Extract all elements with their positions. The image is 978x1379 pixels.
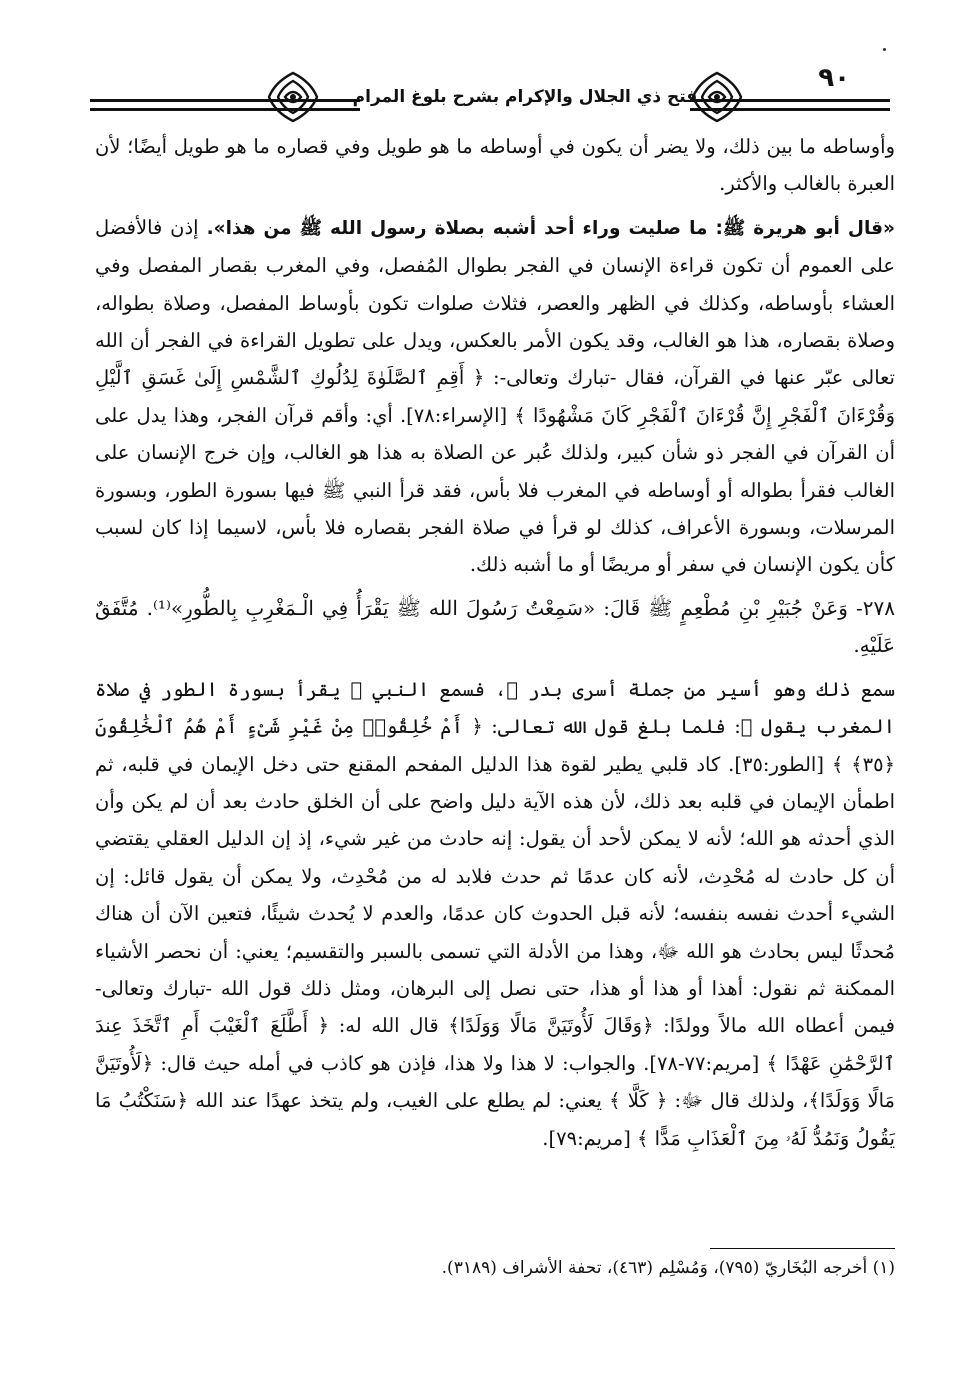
page-number: ٩٠ bbox=[818, 63, 850, 93]
floral-ornament-icon bbox=[265, 69, 321, 125]
hadith-text: ٢٧٨- وَعَنْ جُبَيْرِ بْنِ مُطْعِمٍ ﷺ قَالَ: «سَمِعْتُ رَسُولَ الله ﷺ يَقْرَأُ فِي الْـمَغْرِبِ بِالطُّورِ»⁽¹⁾. مُتَّفَقٌ عَلَيْهِ. bbox=[95, 595, 896, 658]
paragraph-2-text: إذن فالأفضل على العموم أن تكون قراءة الإنسان في الفجر بطوال المُفصل، وفي المغرب بقصار المفصل وفي العشاء بأوساطه، وكذلك في الظهر والعصر، فثلاث صلوات تكون بأوساط المفصل، وصلاة بطواله، وصلاة بقصاره، هذا هو الغالب، وقد يكون الأمر بالعكس، ويدل على تطويل القراءة في الفجر أن الله تعالى عبّر عنها في القرآن، فقال -تبارك وتعالى-: ﴿ أَقِمِ ٱلصَّلَوٰةَ لِدُلُوكِ ٱلشَّمْسِ إِلَىٰ غَسَقِ ٱلَّيْلِ وَقُرْءَانَ ٱلْفَجْرِ إِنَّ قُرْءَانَ ٱلْفَجْرِ كَانَ مَشْهُودًا ﴾ [الإسراء:٧٨]. أي: وأقم قرآن الفجر، وهذا يدل على أن القرآن في الفجر ذو شأن كبير، ولذلك عُبر عن الصلاة به هذا هو الغالب، وإن خرج الإنسان على الغالب فقرأ بطواله أو أوساطه في المغرب فلا بأس، فقد قرأ النبي ﷺ فيها بسورة الطور، وبسورة المرسلات، وبسورة الأعراف، كذلك لو قرأ في صلاة الفجر بقصاره فلا بأس، لاسيما إذا كان لسبب كأن يكون الإنسان في سفر أو مريضًا أو ما أشبه ذلك. bbox=[95, 215, 895, 577]
paragraph-1: وأوساطه ما بين ذلك، ولا يضر أن يكون في أوساطه ما هو طويل وفي قصاره ما هو طويل أيضًا؛ لأن العبرة بالغالب والأكثر. bbox=[95, 135, 895, 196]
main-text bbox=[95, 128, 895, 1157]
footnote: (١) أخرجه البُخَاريّ (٧٩٥)، وَمُسْلِم (٤٦٣)، تحفة الأشراف (٣١٨٩). bbox=[441, 1258, 895, 1278]
paragraph-3: سمع ذلك وهو أسير من جملة أسرى بدر ﷺ، فسمع النبي ﷺ يقرأ بسورة الطور في صلاة المغرب يقول ﷺ: فلما بلغ قول الله تعالى: ﴿ أَمْ خُلِقُوا۟ مِنْ غَيْرِ شَىْءٍ أَمْ هُمُ ٱلْخَٰلِقُونَ ﴿٣٥﴾ ﴾ [الطور:٣٥]. كاد قلبي يطير لقوة هذا الدليل المفحم المقنع حتى دخل الإيمان في قلبه، ثم اطمأن الإيمان في قلبه بعد ذلك، لأن هذه الآية دليل واضح على أن الخلق حادث بعد أن لم يكن وأن الذي أحدثه هو الله؛ لأنه لا يمكن لأحد أن يقول: إنه حادث من غير شيء، إذ إن الدليل العقلي يقتضي أن كل حادث له مُحْدِث، لأنه كان عدمًا ثم حدث فلابد له من مُحْدِث، ولا يمكن أن يقول قائل: إن الشيء أحدث نفسه بنفسه؛ لأنه قبل الحدوث كان عدمًا، والعدم لا يُحدث شيئًا، فتعين الآن أن هناك مُحدثًا ليس بحادث هو الله ﷻ، وهذا من الأدلة التي تسمى بالسبر والتقسيم؛ يعني: أن نحصر الأشياء الممكنة ثم نقول: أهذا أو هذا أو هذا، حتى نصل إلى البرهان، ومثل ذلك قول الله -تبارك وتعالى- فيمن أعطاه الله مالاً وولدًا: ﴿وَقَالَ لَأُوتَيَنَّ مَالًا وَوَلَدًا﴾ قال الله له: ﴿ أَطَّلَعَ ٱلْغَيْبَ أَمِ ٱتَّخَذَ عِندَ ٱلرَّحْمَٰنِ عَهْدًا ﴾ [مريم:٧٧-٧٨]. والجواب: لا هذا ولا هذا، فإذن هو كاذب في أمله حيث قال: ﴿لَأُوتَيَنَّ مَالًا وَوَلَدًا﴾، ولذلك قال ﷻ: ﴿ كَلَّا ﴾ يعني: لم يطلع على الغيب، ولم يتخذ عهدًا عند الله ﴿سَنَكْتُبُ مَا يَقُولُ وَنَمُدُّ لَهُۥ مِنَ ٱلْعَذَابِ مَدًّا ﴾ [مريم:٧٩]. bbox=[95, 677, 895, 1150]
footnote-rule bbox=[710, 1248, 895, 1249]
paragraph-2 bbox=[95, 209, 895, 584]
corner-mark bbox=[883, 48, 886, 51]
book-title: فتح ذي الجلال والإكرام بشرح بلوغ المرام bbox=[360, 73, 690, 121]
page-header bbox=[90, 55, 890, 125]
floral-ornament-icon bbox=[689, 69, 745, 125]
quoted-statement: «قال أبو هريرة ﷺ: ما صليت وراء أحد أشبه بصلاة رسول الله ﷺ من هذا». bbox=[198, 217, 895, 239]
